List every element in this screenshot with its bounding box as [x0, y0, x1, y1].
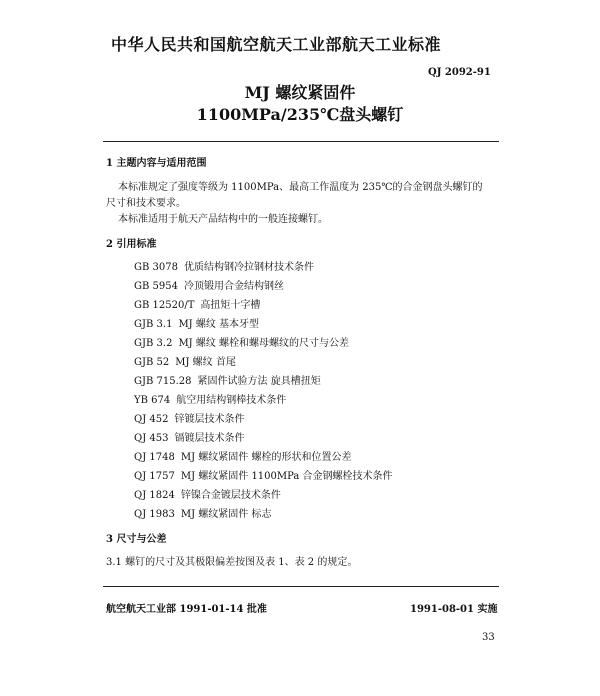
section-2-heading: 2 引用标准 — [106, 239, 157, 250]
reference-item — [134, 448, 351, 463]
reference-code: GB 12520/T — [134, 300, 195, 311]
reference-item — [134, 429, 244, 444]
reference-code: YB 674 — [134, 395, 171, 406]
section-3-clause-3-1: 3.1 螺钉的尺寸及其极限偏差按图及表 1、表 2 的规定。 — [106, 557, 358, 568]
bottom-divider — [103, 586, 499, 587]
reference-item — [134, 372, 321, 387]
reference-item — [134, 410, 244, 425]
reference-title: 航空用结构钢棒技术条件 — [176, 395, 287, 406]
reference-title: 紧固件试验方法 旋具槽扭矩 — [197, 376, 321, 387]
reference-title: MJ 螺纹 螺栓和螺母螺纹的尺寸与公差 — [178, 338, 350, 349]
reference-item — [134, 277, 284, 292]
reference-code: GJB 3.2 — [134, 338, 173, 349]
document-title-line1: MJ 螺纹紧固件 — [244, 83, 356, 102]
reference-code: QJ 1983 — [134, 509, 175, 520]
standard-code: QJ 2092-91 — [428, 67, 491, 78]
reference-code: QJ 1748 — [134, 452, 175, 463]
reference-code: GB 3078 — [134, 262, 178, 273]
reference-item — [134, 391, 286, 406]
reference-title: MJ 螺纹 首尾 — [175, 357, 236, 368]
reference-item — [134, 296, 260, 311]
reference-title: 冷顶锻用合金结构钢丝 — [183, 281, 284, 292]
reference-item — [134, 486, 281, 501]
reference-code: QJ 452 — [134, 414, 169, 425]
reference-title: 镉镀层技术条件 — [174, 433, 245, 444]
reference-code: QJ 1757 — [134, 471, 175, 482]
reference-item — [134, 353, 236, 368]
section-3-heading: 3 尺寸与公差 — [106, 534, 167, 545]
section-1-scope: 本标准适用于航天产品结构中的一般连接螺钉。 — [118, 214, 328, 225]
reference-item — [134, 467, 393, 482]
reference-code: GB 5954 — [134, 281, 178, 292]
section-1-paragraph-line2: 尺寸和技术要求。 — [106, 198, 186, 209]
reference-title: MJ 螺纹 基本牙型 — [178, 319, 260, 330]
approval-date: 航空航天工业部 1991-01-14 批准 — [106, 604, 267, 615]
implementation-date: 1991-08-01 实施 — [410, 604, 498, 615]
reference-title: 优质结构钢冷拉钢材技术条件 — [183, 262, 314, 273]
section-1-paragraph-line1: 本标准规定了强度等级为 1100MPa、最高工作温度为 235℃的合金钢盘头螺钉的 — [118, 182, 483, 193]
reference-code: GJB 715.28 — [134, 376, 192, 387]
reference-code: GJB 52 — [134, 357, 170, 368]
reference-title: MJ 螺纹紧固件 1100MPa 合金钢螺栓技术条件 — [180, 471, 393, 482]
reference-title: MJ 螺纹紧固件 螺栓的形状和位置公差 — [180, 452, 352, 463]
document-title-line2: 1100MPa/235℃盘头螺钉 — [196, 105, 404, 124]
reference-code: QJ 1824 — [134, 490, 175, 501]
issuing-organization: 中华人民共和国航空航天工业部航天工业标准 — [111, 35, 442, 54]
reference-title: 高扭矩十字槽 — [200, 300, 261, 311]
reference-item — [134, 505, 271, 520]
reference-title: MJ 螺纹紧固件 标志 — [180, 509, 272, 520]
reference-item — [134, 315, 259, 330]
top-divider — [103, 141, 499, 142]
section-1-heading: 1 主题内容与适用范围 — [106, 158, 207, 169]
page-number: 33 — [482, 632, 495, 643]
reference-title: 锌镀层技术条件 — [174, 414, 245, 425]
reference-item — [134, 258, 314, 273]
reference-title: 锌镍合金镀层技术条件 — [180, 490, 281, 501]
reference-item — [134, 334, 349, 349]
reference-code: QJ 453 — [134, 433, 169, 444]
reference-code: GJB 3.1 — [134, 319, 173, 330]
